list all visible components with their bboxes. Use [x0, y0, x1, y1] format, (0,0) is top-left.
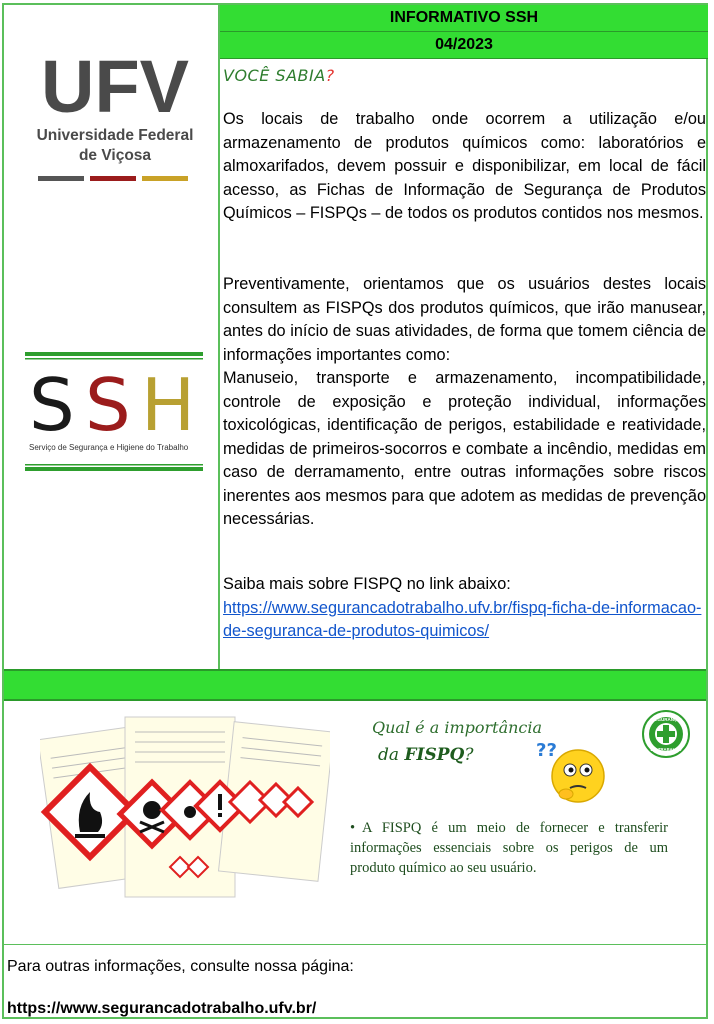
question-line1: Qual é a importância — [372, 718, 543, 737]
bullet-dot: • — [350, 820, 356, 836]
ssh-top-bar — [25, 352, 203, 356]
more-info-block — [223, 573, 706, 644]
more-info-label: Saiba mais sobre FISPQ no link abaixo: — [223, 575, 511, 593]
column-divider — [218, 3, 220, 669]
ufv-bar-gray — [38, 176, 84, 181]
ufv-name-line1: Universidade Federal — [36, 127, 194, 144]
badge-bottom-text: DO TRABALHO — [650, 747, 682, 752]
ufv-bar-red — [90, 176, 136, 181]
ssh-letter-s1: S — [29, 363, 75, 447]
fispq-word: FISPQ — [404, 745, 465, 765]
footer-website-link[interactable]: https://www.segurancadotrabalho.ufv.br/ — [7, 1000, 317, 1017]
ssh-subtitle: Serviço de Segurança e Higiene do Trabalho — [29, 443, 189, 452]
newsletter-edition: 04/2023 — [220, 32, 708, 59]
fispq-documents-icon — [40, 712, 330, 922]
footer-divider — [4, 944, 706, 945]
ssh-letter-h: H — [141, 363, 196, 447]
badge-top-text: SEGURANÇA — [651, 717, 681, 722]
ufv-name-line2: de Viçosa — [78, 147, 152, 164]
fispq-link[interactable]: https://www.segurancadotrabalho.ufv.br/fispq-ficha-de-informacao-de-seguranca-de-produtos-quimicos/ — [223, 598, 702, 640]
thinking-smiley-icon — [536, 736, 608, 808]
question-line2: da FISPQ? — [378, 745, 474, 765]
paragraph-information-list: Manuseio, transporte e armazenamento, incompatibilidade, controle de exposição e proteção individual, informações toxicológicas, identificação de perigos, estabilidade e reatividade, medidas de primeiros-socorros e combate a incêndio, medidas em caso de derramamento, entre outras informações sobre riscos inerentes aos mesmos para que adotem as medidas de prevenção necessárias. — [223, 369, 706, 528]
green-separator-band — [4, 669, 706, 701]
safety-cross-badge-icon — [642, 710, 690, 758]
paragraph-preventive: Preventivamente, orientamos que os usuários destes locais consultem as FISPQs dos produtos químicos, que irão manusear, antes do início de suas atividades, de forma que tomem ciência de informações importantes como: — [223, 275, 706, 364]
newsletter-title: INFORMATIVO SSH — [220, 5, 708, 32]
svg-text:??: ?? — [536, 740, 557, 761]
question-mark: ? — [325, 66, 335, 85]
ssh-bottom-bar — [25, 467, 203, 471]
ufv-bar-gold — [142, 176, 188, 181]
footer-text: Para outras informações, consulte nossa página: — [7, 958, 354, 975]
ufv-acronym: UFV — [41, 50, 189, 128]
ufv-logo — [30, 50, 200, 190]
voce-sabia-heading: VOCÊ SABIA? — [223, 66, 335, 85]
paragraph-fispq-requirement: Os locais de trabalho onde ocorrem a utilização e/ou armazenamento de produtos químicos como: laboratórios e almoxarifados, devem possuir e disponibilizar, em local de fácil acesso, as Fichas de Informação de Segurança de Produtos Químicos – FISPQs – de todos os produtos contidos nos mesmos. — [223, 110, 706, 222]
ssh-letter-s2: S — [85, 363, 131, 447]
fispq-importance-bullet: • A FISPQ é um meio de fornecer e transferir informações essenciais sobre os perigos de um produto químico ao seu usuário. — [350, 820, 668, 876]
ssh-logo — [25, 352, 203, 474]
